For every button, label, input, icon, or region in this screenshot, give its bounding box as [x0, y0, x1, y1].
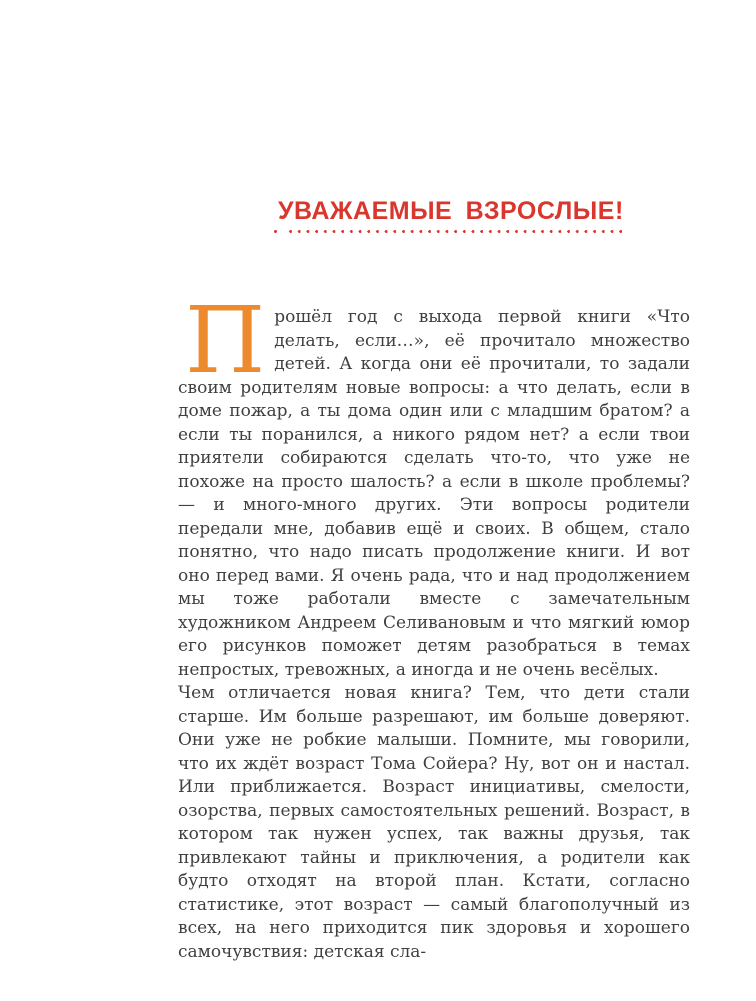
- paragraph-1-text: рошёл год с выхода первой книги «Что делать, если…», её прочитало множество детей. А когда они её прочитали, то задали своим родителям новые вопросы: а что делать, если в доме пожар, а ты дома один или с младшим братом? а если ты поранился, а никого рядом нет? а если твои приятели собираются сделать что-то, что уже не похоже на просто шалость? а если в школе проблемы? — и много-много других. Эти вопросы родители передали мне, добавив ещё и своих. В общем, стало понятно, что надо писать продолжение книги. И вот оно перед вами. Я очень рада, что и над продолжением мы тоже работали вместе с замечательным художником Андреем Селивановым и что мягкий юмор его рисунков поможет детям разобраться в темах непростых, тревожных, а иногда и не очень весёлых.: [178, 307, 690, 680]
- page-title: УВАЖАЕМЫЕ ВЗРОСЛЫЕ!: [278, 197, 624, 225]
- dotted-underline: [274, 229, 690, 234]
- paragraph-2: Чем отличается новая книга? Тем, что дети стали старше. Им больше разрешают, им больше доверяют. Они уже не робкие малыши. Помните, мы говорили, что их ждёт возраст Тома Сойера? Ну, вот он и настал. Или приближается. Возраст инициативы, смелости, озорства, первых самостоятельных решений. Возраст, в котором так нужен успех, так важны друзья, так привлекают тайны и приключения, а родители как будто отходят на второй план. Кстати, согласно статистике, этот возраст — самый благополучный из всех, на него приходится пик здоровья и хорошего самочувствия: детская сла-: [178, 683, 690, 962]
- heading-block: [278, 198, 690, 234]
- paragraph-1: [178, 287, 690, 682]
- dot-strip: [289, 229, 622, 234]
- drop-cap: П: [185, 287, 266, 394]
- body-text: [178, 287, 690, 964]
- page-content: [178, 198, 690, 964]
- lead-dot: [274, 230, 277, 233]
